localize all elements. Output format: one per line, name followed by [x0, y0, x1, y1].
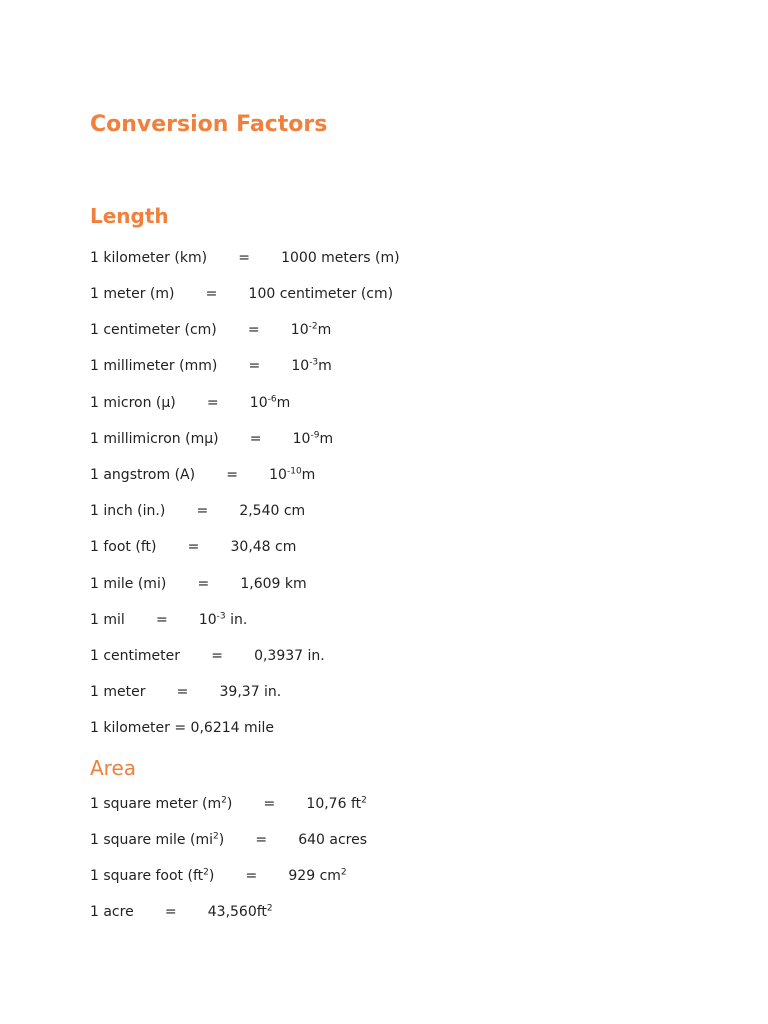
conversion-row: 1 square foot $(ft^2)$ = 929 $cm^2$: [90, 867, 347, 884]
conversion-row: 1 mile (mi) = 1,609 km: [90, 576, 307, 592]
conversion-row: 1 inch (in.) = 2,540 cm: [90, 503, 306, 519]
conversion-row: 1 centimeter (cm) = $10^{-2}m$: [90, 321, 332, 338]
page-title: Conversion Factors: [90, 112, 328, 137]
conversion-row: 1 square meter $(m^2)$ = 10,76 $ft^2$: [90, 795, 367, 812]
conversion-row: 1 foot (ft) = 30,48 cm: [90, 539, 297, 555]
conversion-row: 1 centimeter = 0,3937 in.: [90, 648, 325, 664]
conversion-row: 1 meter = 39,37 in.: [90, 684, 282, 700]
section-heading-length: Length: [90, 204, 169, 228]
conversion-row: 1 millimicron (mμ) = $10^{-9}m$: [90, 430, 334, 447]
conversion-row: 1 square mile $(mi^2)$ = 640 acres: [90, 831, 368, 848]
section-heading-area: Area: [90, 756, 137, 780]
conversion-row: 1 acre = $43,560ft^2$: [90, 903, 273, 920]
conversion-row: 1 meter (m) = 100 centimeter (cm): [90, 286, 394, 302]
conversion-row: 1 micron (μ) = $10^{-6}m$: [90, 394, 291, 411]
conversion-row: 1 kilometer = 0,6214 mile: [90, 720, 275, 736]
conversion-row: 1 millimeter (mm) = $10^{-3}m$: [90, 357, 332, 374]
conversion-row: 1 kilometer (km) = 1000 meters (m): [90, 250, 400, 266]
conversion-row: 1 mil = $10^{-3}$ in.: [90, 611, 248, 628]
conversion-row: 1 angstrom (A) = $10^{-10}m$: [90, 466, 316, 483]
